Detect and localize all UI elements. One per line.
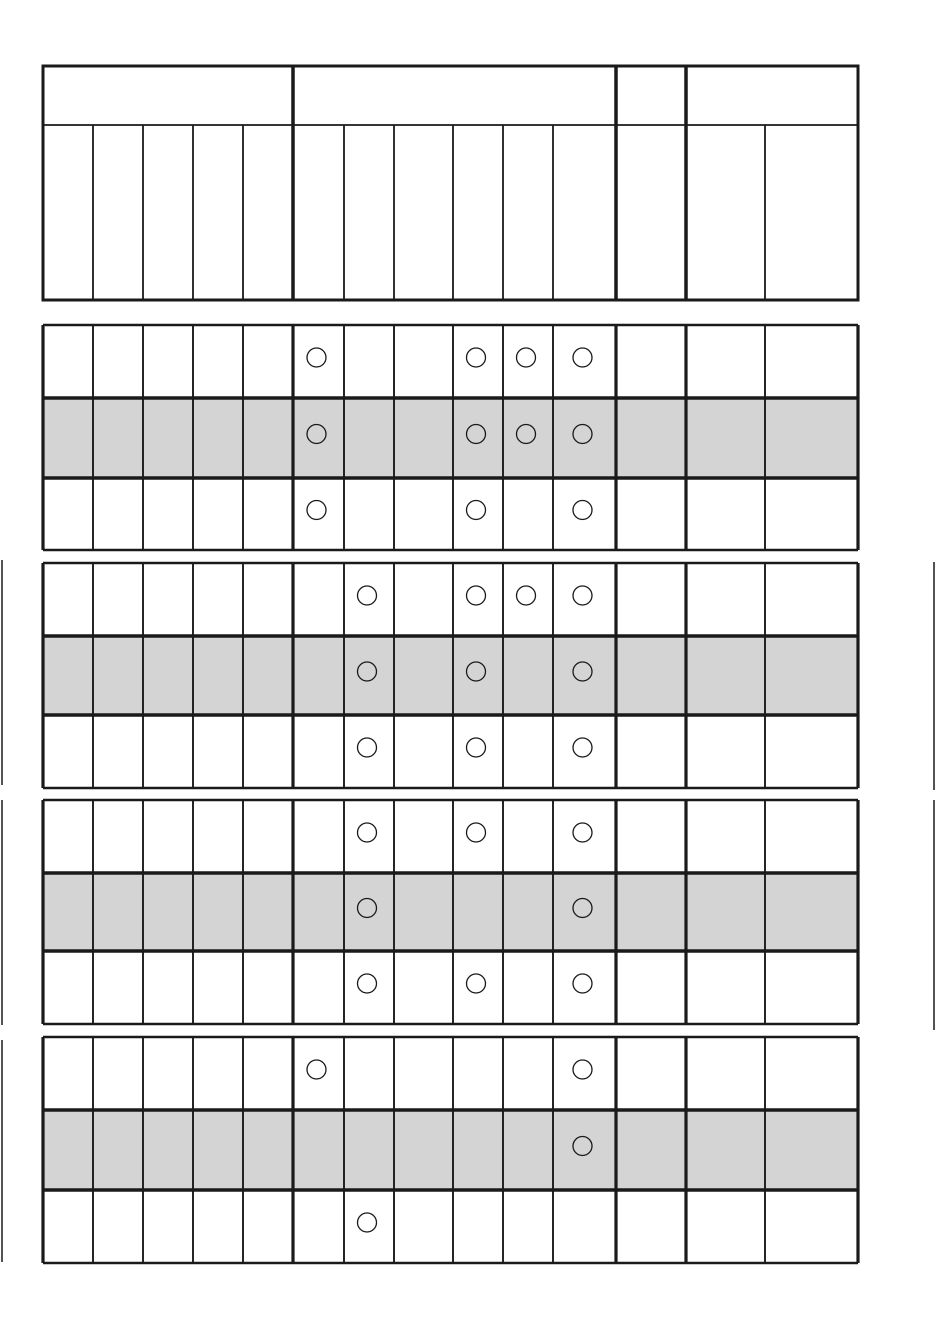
circle-mark bbox=[358, 823, 377, 842]
circle-mark bbox=[358, 974, 377, 993]
row-group-3 bbox=[43, 800, 858, 1024]
circle-mark bbox=[467, 586, 486, 605]
matrix-row bbox=[358, 974, 593, 993]
matrix-row bbox=[358, 823, 593, 842]
circle-mark bbox=[573, 738, 592, 757]
shaded-row-fill bbox=[43, 636, 858, 715]
circle-mark bbox=[307, 501, 326, 520]
circle-mark bbox=[467, 348, 486, 367]
row-group-1 bbox=[43, 325, 858, 550]
circle-mark bbox=[467, 974, 486, 993]
circle-mark bbox=[358, 738, 377, 757]
matrix-body bbox=[43, 325, 858, 1263]
header-group-cell-1 bbox=[43, 66, 293, 125]
circle-mark bbox=[573, 974, 592, 993]
circle-mark bbox=[358, 586, 377, 605]
circle-mark bbox=[307, 1060, 326, 1079]
circle-mark bbox=[517, 586, 536, 605]
shaded-row-fill bbox=[43, 873, 858, 951]
circle-mark bbox=[467, 738, 486, 757]
circle-mark bbox=[573, 501, 592, 520]
matrix-row bbox=[358, 586, 593, 605]
circle-mark bbox=[307, 348, 326, 367]
header-block bbox=[43, 66, 858, 300]
circle-mark bbox=[467, 823, 486, 842]
shaded-row-fill bbox=[43, 398, 858, 478]
row-group-4 bbox=[43, 1037, 858, 1263]
matrix-row bbox=[358, 1213, 377, 1232]
header-group-cell-2 bbox=[293, 66, 616, 125]
circle-mark bbox=[467, 501, 486, 520]
header-group-cell-3 bbox=[616, 66, 686, 125]
circle-mark bbox=[573, 823, 592, 842]
circle-mark bbox=[517, 348, 536, 367]
matrix-row bbox=[358, 738, 593, 757]
matrix-row bbox=[307, 501, 592, 520]
matrix-row bbox=[307, 348, 592, 367]
shaded-row-fill bbox=[43, 1110, 858, 1190]
row-group-2 bbox=[43, 563, 858, 788]
circle-mark bbox=[573, 1060, 592, 1079]
circle-mark bbox=[573, 348, 592, 367]
matrix-row bbox=[307, 1060, 592, 1079]
circle-mark bbox=[573, 586, 592, 605]
header-group-cell-4 bbox=[686, 66, 858, 125]
circle-mark bbox=[358, 1213, 377, 1232]
